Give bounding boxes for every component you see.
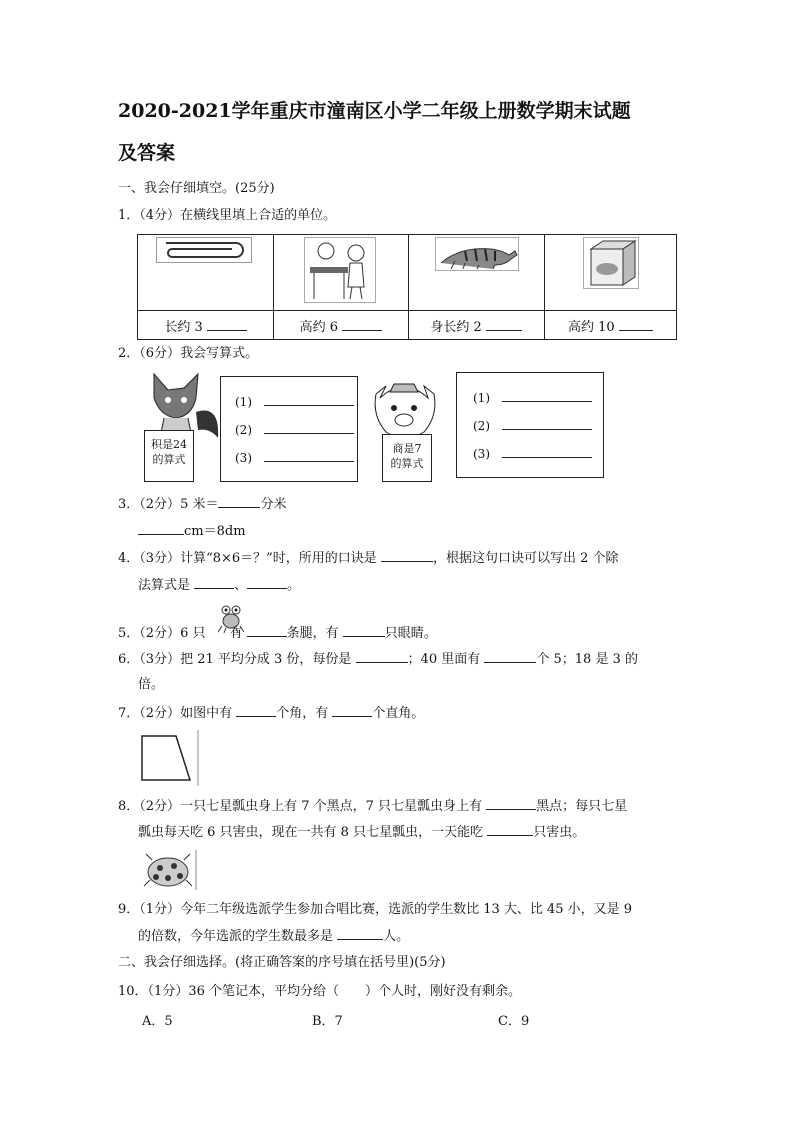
paperclip-icon <box>156 237 252 263</box>
formula-blank[interactable] <box>502 419 592 430</box>
question-score: （4分） <box>139 208 181 223</box>
children-at-desk-icon <box>304 237 376 303</box>
answer-blank[interactable] <box>486 318 522 331</box>
box-cell <box>544 235 676 311</box>
formula-illustration <box>140 368 606 484</box>
box-icon <box>583 237 639 289</box>
answer-blank[interactable] <box>381 549 433 562</box>
question-3: 3．（2分）5 米＝ 分米 <box>118 497 287 512</box>
answer-blank[interactable] <box>337 927 383 940</box>
unit-label-1: 长约 3 <box>138 311 274 340</box>
answer-blank[interactable] <box>343 624 385 637</box>
question-10: 10．（1分）36 个笔记本，平均分给（ ）个人时，刚好没有剩余。 <box>118 984 522 999</box>
unit-label-2: 高约 6 <box>274 311 408 340</box>
answer-blank[interactable] <box>486 797 536 810</box>
section1-heading: 一、我会仔细填空。(25分) <box>118 181 275 196</box>
formula-blank[interactable] <box>264 451 354 462</box>
question-1 <box>118 207 336 225</box>
question-5: 5．（2分）6 只 有 条腿，有 只眼睛。 <box>118 626 437 641</box>
answer-blank[interactable] <box>619 318 653 331</box>
formula-blank[interactable] <box>502 391 592 402</box>
unit-label-3: 身长约 2 <box>408 311 544 340</box>
unit-label-4: 高约 10 <box>544 311 676 340</box>
question-8: 8．（2分）一只七星瓢虫身上有 7 个黑点，7 只七星瓢虫身上有 黑点；每只七星 <box>118 799 628 814</box>
question-text: 在横线里填上合适的单位。 <box>180 208 337 223</box>
answer-blank[interactable] <box>247 624 287 637</box>
answer-blank[interactable] <box>218 495 260 508</box>
units-table <box>137 234 677 340</box>
sign-right: 商是7 的算式 <box>382 434 432 482</box>
option-b[interactable]: B．7 <box>312 1014 343 1029</box>
children-desk-cell <box>274 235 408 311</box>
formula-blank[interactable] <box>264 395 354 406</box>
tiger-cell <box>408 235 544 311</box>
question-6: 6．（3分）把 21 平均分成 3 份，每份是 ；40 里面有 个 5；18 是 3 的 <box>118 652 638 667</box>
answer-blank[interactable] <box>247 576 287 589</box>
question-number: 1． <box>118 208 140 223</box>
answer-blank[interactable] <box>487 823 533 836</box>
question-7: 7．（2分）如图中有 个角，有 个直角。 <box>118 706 425 721</box>
answer-blank[interactable] <box>342 318 382 331</box>
section2-heading: 二、我会仔细选择。(将正确答案的序号填在括号里)(5分) <box>118 955 446 970</box>
tiger-icon <box>435 237 519 271</box>
document-title-line2: 及答案 <box>118 142 176 164</box>
formula-blank[interactable] <box>264 423 354 434</box>
paperclip-cell <box>138 235 274 311</box>
formula-blank[interactable] <box>502 447 592 458</box>
answer-blank[interactable] <box>236 704 276 717</box>
sign-left: 积是24 的算式 <box>144 430 194 482</box>
formula-box-left: (1) (2) (3) <box>220 376 358 482</box>
question-8b: 瓢虫每天吃 6 只害虫，现在一共有 8 只七星瓢虫，一天能吃 只害虫。 <box>138 825 586 840</box>
answer-blank[interactable] <box>207 318 247 331</box>
trapezoid-figure <box>138 730 200 786</box>
question-6b: 倍。 <box>138 677 165 692</box>
formula-box-right: (1) (2) (3) <box>456 372 604 478</box>
ladybug-icon <box>140 850 198 890</box>
question-2: 2．（6分）我会写算式。 <box>118 346 259 361</box>
option-a[interactable]: A．5 <box>142 1014 173 1029</box>
answer-blank[interactable] <box>194 576 234 589</box>
option-c[interactable]: C．9 <box>498 1014 530 1029</box>
question-9: 9．（1分）今年二年级选派学生参加合唱比赛，选派的学生数比 13 大、比 45 小，又是 9 <box>118 902 633 917</box>
answer-blank[interactable] <box>356 650 408 663</box>
question-3b: cm＝8dm <box>138 522 246 541</box>
question-4b: 法算式是 、 。 <box>138 578 301 593</box>
answer-blank[interactable] <box>332 704 372 717</box>
document-title-line1: 2020-2021学年重庆市潼南区小学二年级上册数学期末试题 <box>118 100 631 122</box>
answer-blank[interactable] <box>484 650 536 663</box>
question-9b: 的倍数，今年选派的学生数最多是 人。 <box>138 929 410 944</box>
answer-blank[interactable] <box>138 522 184 535</box>
question-4: 4．（3分）计算“8×6＝？”时，所用的口诀是 ，根据这句口诀可以写出 2 个除 <box>118 551 619 566</box>
